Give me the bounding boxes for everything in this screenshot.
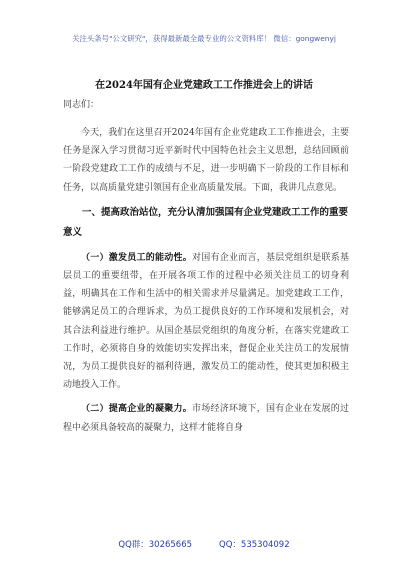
section-1-heading: 一、提高政治站位，充分认清加强国有企业党建政工工作的重要意义	[63, 206, 349, 238]
subsection-2-lead: （二）提高企业的凝聚力。	[81, 404, 192, 415]
document-title: 在2024年国有企业党建政工工作推进会上的讲话	[95, 80, 313, 91]
subsection-1-lead: （一）激发员工的能动性。	[81, 252, 192, 263]
intro-paragraph: 今天，我们在这里召开2024年国有企业党建政工工作推进会，主要任务是深入学习贯彻习近平新时代中国特色社会主义思想，总结回顾前一阶段党建政工工作的成绩与不足，进一步明确下一阶段的工作目标和任务，以高质量党建引领国有企业高质量发展。下面，我讲几点意见。	[63, 128, 349, 193]
document-body	[63, 124, 349, 443]
salutation: 同志们：	[63, 100, 100, 110]
subsection-1-body: 对国有企业而言，基层党组织是联系基层员工的重要纽带，在开展各项工作的过程中必须关注员工的切身利益，明确其在工作和生活中的相关需求并尽量满足。加党建政工工作，能够满足员工的合理诉求，为员工提供良好的工作环境和发展机会，对其合法利益进行维护。从国企基层党组织的角度分析，在落实党建政工工作时，必须将自身的效能切实发挥出来，督促企业关注员工的发展情况，为员工提供良好的福利待遇，激发员工的能动性，使其更加积极主动地投入工作。	[63, 252, 349, 391]
footer-contacts: QQ群：30265665 QQ：535304092	[118, 540, 290, 550]
subsection-2-body: 市场经济环境下，国有企业在发展的过程中必须具备较高的凝聚力，这样才能将自身	[63, 404, 349, 433]
header-banner: 关注头条号"公文研究"，获得最新最全最专业的公文资料库！ 微信：gongwenyj	[72, 34, 336, 43]
subsection-2-paragraph	[63, 400, 349, 436]
subsection-1-paragraph	[63, 249, 349, 395]
